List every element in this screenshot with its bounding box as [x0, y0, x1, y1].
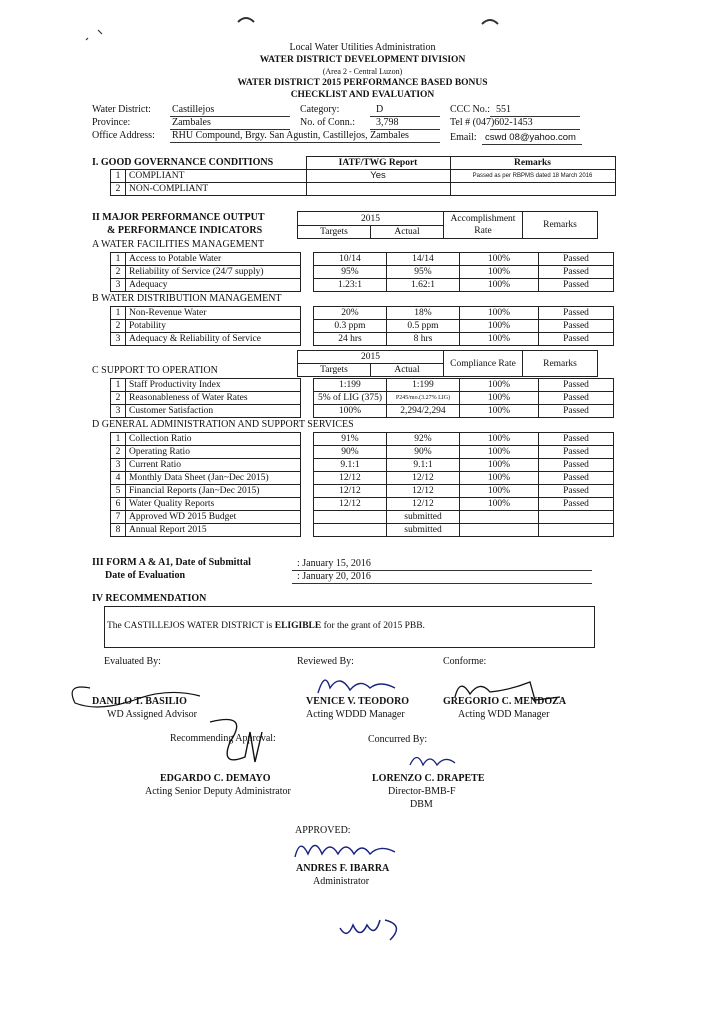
province-value: Zambales [172, 117, 211, 128]
table-row: 3 Adequacy 1.23:1 1.62:1 100% Passed [111, 279, 614, 292]
recommending-title: Acting Senior Deputy Administrator [145, 786, 291, 797]
performance-header-1 [297, 211, 598, 239]
table-row: 1 Non-Revenue Water 20% 18% 100% Passed [111, 307, 614, 320]
table-row: 2 NON-COMPLIANT [111, 183, 616, 196]
signature-ibarra [290, 832, 410, 867]
connections-value: 3,798 [376, 117, 399, 128]
header-division: WATER DISTRICT DEVELOPMENT DIVISION [259, 55, 466, 65]
header-area: (Area 2 - Central Luzon) [322, 67, 403, 76]
punch-mark-right [480, 16, 500, 26]
evaluated-title: WD Assigned Advisor [107, 709, 197, 720]
reviewed-title: Acting WDDD Manager [306, 709, 405, 720]
evaluation-date: : January 20, 2016 [297, 571, 371, 582]
section-3-title: III FORM A & A1, Date of Submittal [92, 557, 251, 568]
section-2-title: II MAJOR PERFORMANCE OUTPUT [92, 212, 265, 223]
ccc-value: 551 [496, 104, 511, 115]
table-row: 6 Water Quality Reports 12/12 12/12 100% Passed [111, 498, 614, 511]
water-facilities-table [110, 252, 614, 292]
row-report [306, 183, 450, 196]
address-label: Office Address: [92, 130, 155, 141]
table-row: 2 Reliability of Service (24/7 supply) 95% 95% 100% Passed [111, 266, 614, 279]
table-row: 3 Customer Satisfaction 100% 2,294/2,294 100% Passed [111, 405, 614, 418]
section-4-title: IV RECOMMENDATION [92, 593, 207, 604]
connections-label: No. of Conn.: [300, 117, 355, 128]
recommending-name: EDGARDO C. DEMAYO [160, 773, 271, 784]
wd-label: Water District: [92, 104, 151, 115]
evaluated-label: Evaluated By: [104, 656, 161, 667]
accomplishment-header: Accomplishment Rate [444, 212, 523, 239]
concurred-label: Concurred By: [368, 734, 428, 745]
recommendation-box [104, 606, 595, 648]
header [150, 42, 575, 101]
header-iatf-report: IATF/TWG Report [306, 157, 450, 170]
section-1-title: I. GOOD GOVERNANCE CONDITIONS [92, 157, 274, 168]
table-row: 2 Reasonableness of Water Rates 5% of LIG (375) P245/mo.(3.27% LIG) 100% Passed [111, 392, 614, 405]
category-label: Category: [300, 104, 340, 115]
performance-header-2 [297, 350, 598, 377]
table-row: 3 Current Ratio 9.1:1 9.1:1 100% Passed [111, 459, 614, 472]
telephone: Tel # (047)602-1453 [450, 117, 533, 128]
subsection-b-title: B WATER DISTRIBUTION MANAGEMENT [92, 293, 282, 304]
table-row: 3 Adequacy & Reliability of Service 24 hrs 8 hrs 100% Passed [111, 333, 614, 346]
table-row: 7 Approved WD 2015 Budget submitted [111, 511, 614, 524]
table-row: 8 Annual Report 2015 submitted [111, 524, 614, 537]
concurred-agency: DBM [410, 799, 433, 810]
submittal-date: : January 15, 2016 [297, 558, 371, 569]
general-admin-table [110, 432, 614, 537]
conforme-name: GREGORIO C. MENDOZA [443, 696, 567, 707]
actual-header: Actual [371, 226, 444, 239]
punch-mark-left [236, 14, 256, 24]
support-operation-table [110, 378, 614, 418]
remarks-header: Remarks [523, 351, 598, 377]
evaluated-name: DANILO T. BASILIO [92, 696, 187, 707]
approved-name: ANDRES F. IBARRA [296, 863, 390, 874]
row-label: COMPLIANT [126, 170, 307, 183]
year-header: 2015 [298, 351, 444, 364]
table-row: 1 Access to Potable Water 10/14 14/14 100% Passed [111, 253, 614, 266]
reviewed-name: VENICE V. TEODORO [306, 696, 410, 707]
governance-table [110, 156, 616, 196]
concurred-title: Director-BMB-F [388, 786, 456, 797]
email-value: cswd 08@yahoo.com [485, 132, 576, 143]
header-subtitle: CHECKLIST AND EVALUATION [290, 90, 435, 100]
table-row: 5 Financial Reports (Jan~Dec 2015) 12/12 12/12 100% Passed [111, 485, 614, 498]
pen-tick-mark [84, 28, 106, 42]
row-report: Yes [306, 170, 450, 183]
wd-value: Castillejos [172, 104, 215, 115]
water-distribution-table [110, 306, 614, 346]
targets-header: Targets [298, 226, 371, 239]
compliance-header: Compliance Rate [444, 351, 523, 377]
reviewed-label: Reviewed By: [297, 656, 354, 667]
recommendation-text: The CASTILLEJOS WATER DISTRICT is ELIGIBLE for the grant of 2015 PBB. [107, 621, 425, 631]
header-agency: Local Water Utilities Administration [289, 42, 436, 53]
ccc-label: CCC No.: [450, 104, 491, 115]
approved-label: APPROVED: [295, 825, 351, 836]
approved-title: Administrator [313, 876, 370, 887]
concurred-name: LORENZO C. DRAPETE [372, 773, 485, 784]
conforme-title: Acting WDD Manager [458, 709, 550, 720]
section-2-subtitle: & PERFORMANCE INDICATORS [107, 225, 263, 236]
table-row: 1 Staff Productivity Index 1:199 1:199 100% Passed [111, 379, 614, 392]
actual-header: Actual [371, 364, 444, 377]
row-remarks: Passed as per RBPMS dated 18 March 2016 [450, 170, 615, 183]
table-row: 1 COMPLIANT Yes Passed as per RBPMS dated 18 March 2016 [111, 170, 616, 183]
province-label: Province: [92, 117, 131, 128]
header-remarks: Remarks [450, 157, 615, 170]
row-remarks [450, 183, 615, 196]
table-row: 4 Monthly Data Sheet (Jan~Dec 2015) 12/12 12/12 100% Passed [111, 472, 614, 485]
table-row: 2 Potability 0.3 ppm 0.5 ppm 100% Passed [111, 320, 614, 333]
address-value: RHU Compound, Brgy. San Agustin, Castillejos, Zambales [172, 130, 409, 141]
year-header: 2015 [298, 212, 444, 226]
category-value: D [376, 104, 384, 115]
signature-drapete [405, 745, 465, 775]
subsection-c-title: C SUPPORT TO OPERATION [92, 365, 218, 376]
email-label: Email: [450, 132, 477, 143]
targets-header: Targets [298, 364, 371, 377]
conforme-label: Conforme: [443, 656, 487, 667]
table-row: 2 Operating Ratio 90% 90% 100% Passed [111, 446, 614, 459]
initials-mark [335, 910, 415, 945]
row-label: NON-COMPLIANT [126, 183, 307, 196]
subsection-d-title: D GENERAL ADMINISTRATION AND SUPPORT SERVICES [92, 419, 354, 430]
evaluation-label: Date of Evaluation [105, 570, 185, 581]
recommending-label: Recommending Approval: [170, 733, 276, 744]
subsection-a-title: A WATER FACILITIES MANAGEMENT [92, 239, 265, 250]
remarks-header: Remarks [523, 212, 598, 239]
table-row: 1 Collection Ratio 91% 92% 100% Passed [111, 433, 614, 446]
header-title: WATER DISTRICT 2015 PERFORMANCE BASED BONUS [237, 78, 488, 88]
